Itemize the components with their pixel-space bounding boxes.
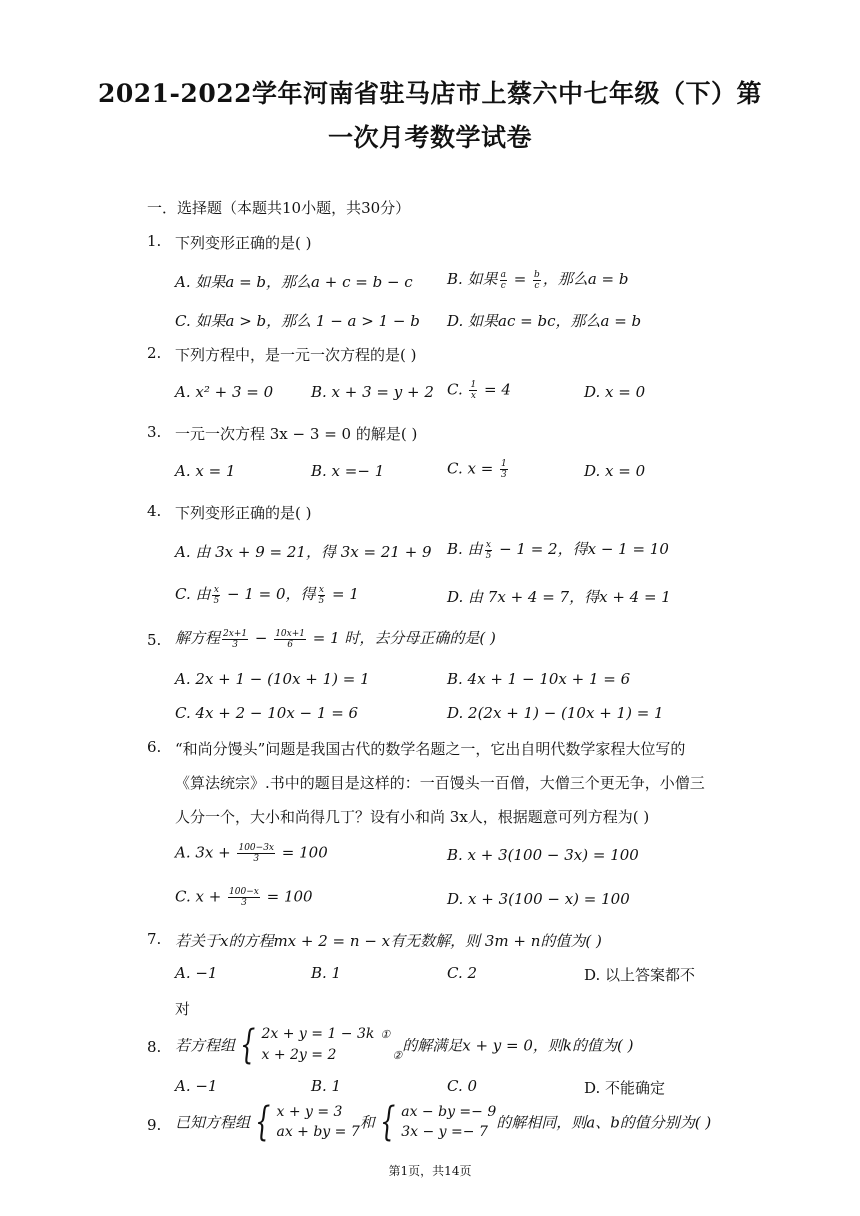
question-4-text: 下列变形正确的是( ) [175, 504, 312, 522]
question-9-number: 9. [147, 1116, 162, 1134]
q7-option-d-continued: 对 [175, 1000, 191, 1018]
q3-option-d: D. x = 0 [584, 462, 646, 480]
question-1-text: 下列变形正确的是( ) [175, 234, 312, 252]
question-3-number: 3. [147, 423, 162, 441]
question-2-number: 2. [147, 344, 162, 362]
page-footer: 第1页，共14页 [388, 1164, 472, 1178]
question-6-line1: “和尚分馒头”问题是我国古代的数学名题之一，它出自明代数学家程大位写的 [175, 740, 686, 758]
q1-option-a: A. 如果a = b，那么a + c = b − c [175, 273, 413, 291]
section-heading: 一．选择题（本题共10小题，共30分） [147, 199, 411, 217]
q2-option-b: B. x + 3 = y + 2 [311, 383, 434, 401]
q3-option-a: A. x = 1 [175, 462, 236, 480]
question-8-text: 若方程组 { 2x + y = 1 − 3k ① x + 2y = 2 ② 的解满足x + y = 0，则k的值为( ) [175, 1022, 634, 1068]
question-6-number: 6. [147, 738, 162, 756]
question-6-line3: 人分一个，大小和尚得几丁？设有小和尚 3x人，根据题意可列方程为( ) [175, 808, 650, 826]
q4-option-b: B. 由 $\frac{x}{5}$ − 1 = 2，得x − 1 = 10 [447, 539, 669, 561]
q6-option-a: A. 3x + $\frac{100-3x}{3}$ = 100 [175, 843, 328, 864]
q2-option-a: A. x² + 3 = 0 [175, 383, 274, 401]
exam-title-line1: 2021-2022学年河南省驻马店市上蔡六中七年级（下）第 [97, 79, 763, 108]
q6-option-c: C. x + $\frac{100-x}{3}$ = 100 [175, 887, 313, 908]
q6-option-b: B. x + 3(100 − 3x) = 100 [447, 846, 639, 864]
q4-option-d: D. 由 7x + 4 = 7，得x + 4 = 1 [447, 588, 671, 606]
question-7-number: 7. [147, 930, 162, 948]
q5-option-b: B. 4x + 1 − 10x + 1 = 6 [447, 670, 631, 688]
q1-option-b: B. 如果 $\frac{a}{c}$ = $\frac{b}{c}$ ，那么a = b [447, 269, 629, 291]
question-5-text: 解方程 $\frac{2x+1}{3}$ − $\frac{10x+1}{6}$ = 1 时，去分母正确的是( ) [175, 628, 496, 650]
q1-option-c: C. 如果a > b，那么 1 − a > 1 − b [175, 312, 420, 330]
question-7-text: 若关于x的方程mx + 2 = n − x有无数解，则 3m + n的值为( ) [175, 932, 602, 950]
q5-option-d: D. 2(2x + 1) − (10x + 1) = 1 [447, 704, 664, 722]
q7-option-c: C. 2 [447, 964, 478, 982]
q6-option-d: D. x + 3(100 − x) = 100 [447, 890, 630, 908]
q8-option-b: B. 1 [311, 1077, 342, 1095]
question-2-text: 下列方程中，是一元一次方程的是( ) [175, 346, 417, 364]
q8-option-a: A. −1 [175, 1077, 218, 1095]
q7-option-b: B. 1 [311, 964, 342, 982]
question-5-number: 5. [147, 631, 162, 649]
question-8-number: 8. [147, 1038, 162, 1056]
q5-option-a: A. 2x + 1 − (10x + 1) = 1 [175, 670, 370, 688]
q2-option-c: C. $\frac{1}{x}$ = 4 [447, 380, 511, 401]
q8-option-c: C. 0 [447, 1077, 478, 1095]
q3-option-c: C. x = $\frac{1}{3}$ [447, 459, 507, 480]
q2-option-d: D. x = 0 [584, 383, 646, 401]
q7-option-d: D. 以上答案都不 [584, 966, 696, 984]
question-4-number: 4. [147, 502, 162, 520]
q4-option-a: A. 由 3x + 9 = 21，得 3x = 21 + 9 [175, 543, 432, 561]
q4-option-c: C. 由 $\frac{x}{5}$ − 1 = 0，得 $\frac{x}{5}$ = 1 [175, 584, 359, 606]
exam-title-line2: 一次月考数学试卷 [327, 123, 532, 152]
question-1-number: 1. [147, 232, 162, 250]
q7-option-a: A. −1 [175, 964, 218, 982]
question-6-line2: 《算法统宗》.书中的题目是这样的：一百馒头一百僧，大僧三个更无争，小僧三 [175, 774, 705, 792]
question-9-text: 已知方程组 { x + y = 3 ax + by = 7 和 { ax − by =− 9 3x − y =− 7 的解相同，则a、b的值分别为( ) [175, 1099, 712, 1145]
question-3-text: 一元一次方程 3x − 3 = 0 的解是( ) [175, 425, 418, 443]
q3-option-b: B. x =− 1 [311, 462, 385, 480]
q1-option-d: D. 如果ac = bc，那么a = b [447, 312, 642, 330]
q5-option-c: C. 4x + 2 − 10x − 1 = 6 [175, 704, 359, 722]
q8-option-d: D. 不能确定 [584, 1079, 666, 1097]
